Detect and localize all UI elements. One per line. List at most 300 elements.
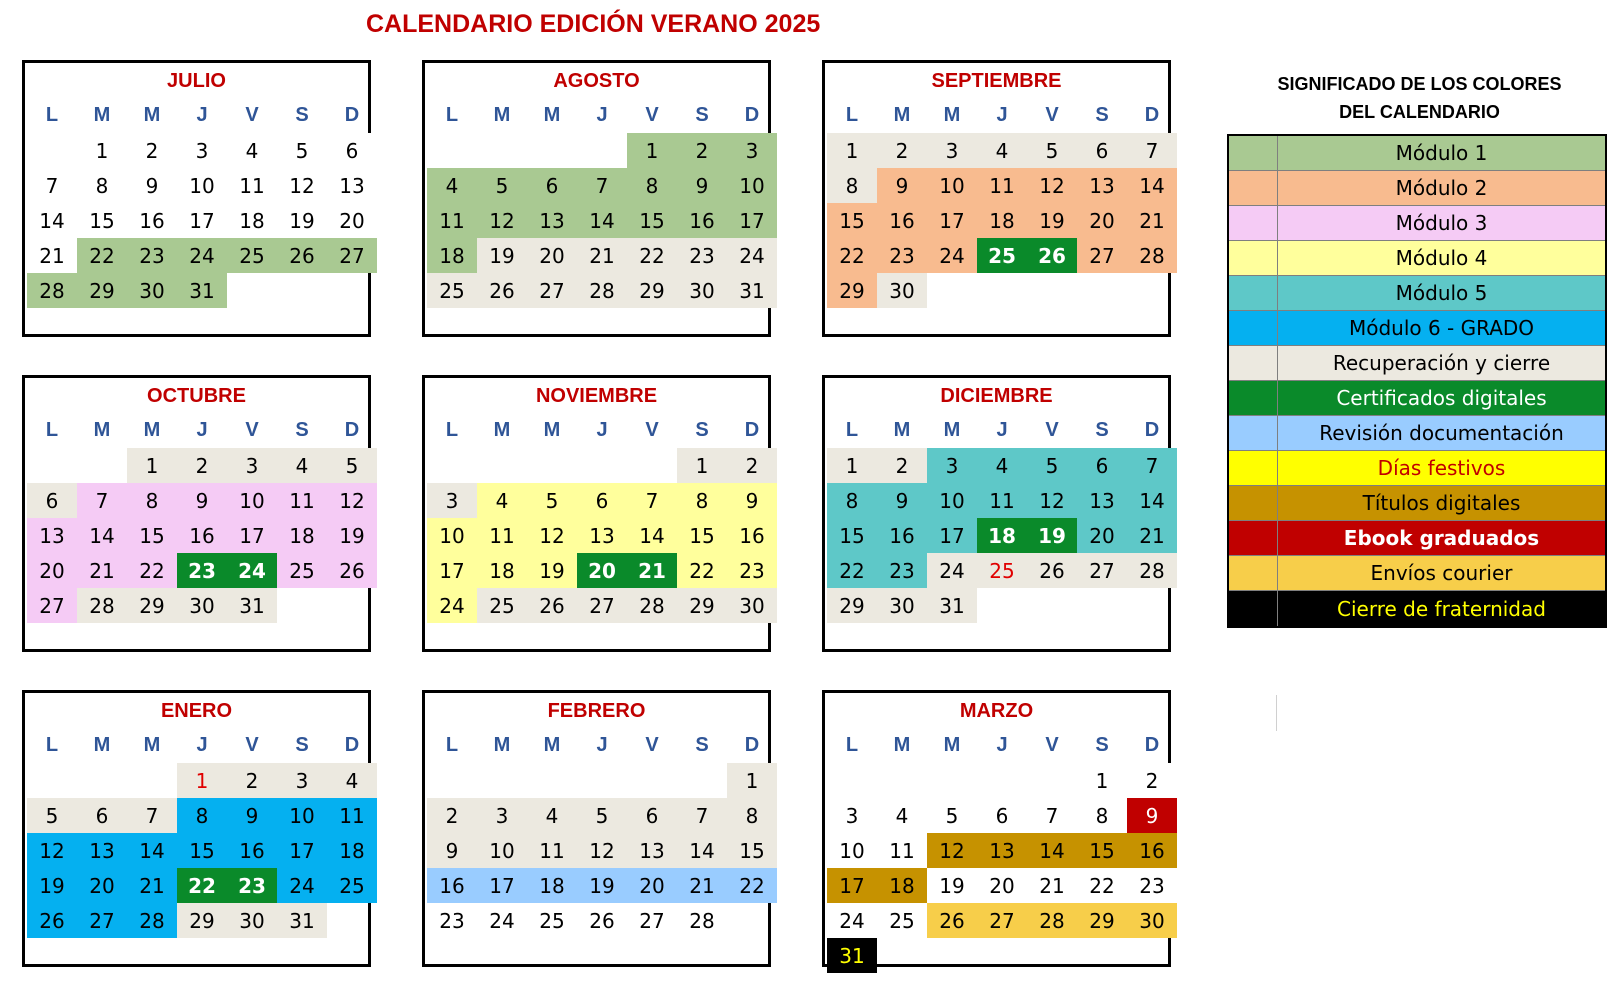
- legend-title-line1: SIGNIFICADO DE LOS COLORES: [1277, 74, 1562, 94]
- day-cell: 3: [927, 133, 977, 168]
- day-cell: 23: [1127, 868, 1177, 903]
- day-cell: 14: [1127, 168, 1177, 203]
- weekday-header: D: [344, 419, 360, 441]
- month-name: DICIEMBRE: [940, 385, 1053, 407]
- day-cell: 14: [627, 518, 677, 553]
- weekday-header: S: [295, 419, 309, 441]
- day-cell: 2: [127, 133, 177, 168]
- day-cell: 24: [427, 588, 477, 623]
- month-octubre: [22, 375, 371, 652]
- empty-cell: [527, 133, 577, 168]
- day-cell: 15: [77, 203, 127, 238]
- empty-cell: [527, 763, 577, 798]
- weekday-header: L: [45, 419, 59, 441]
- weekday-header: M: [943, 104, 961, 126]
- day-cell: 6: [77, 798, 127, 833]
- day-cell: 9: [1127, 798, 1177, 833]
- empty-cell: [427, 448, 477, 483]
- weekday-header: J: [996, 419, 1008, 441]
- month-days-grid: [827, 413, 1177, 623]
- day-cell: 7: [127, 798, 177, 833]
- empty-cell: [477, 448, 527, 483]
- day-cell: 22: [127, 553, 177, 588]
- day-cell: 31: [727, 273, 777, 308]
- day-cell: 20: [77, 868, 127, 903]
- day-cell: 29: [827, 588, 877, 623]
- day-cell: 14: [127, 833, 177, 868]
- weekday-header: M: [893, 419, 911, 441]
- day-cell: 14: [677, 833, 727, 868]
- weekday-header: M: [143, 734, 161, 756]
- empty-cell: [677, 763, 727, 798]
- day-cell: 22: [727, 868, 777, 903]
- day-cell: 17: [177, 203, 227, 238]
- day-cell: 14: [1127, 483, 1177, 518]
- month-days-grid: [427, 728, 777, 938]
- day-cell: 28: [1127, 238, 1177, 273]
- day-cell: 31: [227, 588, 277, 623]
- day-cell: 4: [977, 133, 1027, 168]
- day-cell: 6: [27, 483, 77, 518]
- month-diciembre: [822, 375, 1171, 652]
- empty-cell: [127, 763, 177, 798]
- legend-swatch: [1229, 591, 1278, 626]
- day-cell: 30: [177, 588, 227, 623]
- day-cell: 29: [77, 273, 127, 308]
- day-cell: 28: [627, 588, 677, 623]
- legend-item: [1229, 136, 1605, 171]
- day-cell: 10: [277, 798, 327, 833]
- legend-item: [1229, 241, 1605, 276]
- day-cell: 12: [1027, 483, 1077, 518]
- day-cell: 5: [927, 798, 977, 833]
- month-days-grid: [427, 98, 777, 308]
- day-cell: 11: [527, 833, 577, 868]
- day-cell: 15: [677, 518, 727, 553]
- day-cell: 27: [627, 903, 677, 938]
- weekday-header: M: [543, 104, 561, 126]
- weekday-header: J: [996, 734, 1008, 756]
- day-cell: 6: [327, 133, 377, 168]
- day-cell: 12: [927, 833, 977, 868]
- day-cell: 16: [1127, 833, 1177, 868]
- weekday-header: J: [596, 419, 608, 441]
- day-cell: 28: [127, 903, 177, 938]
- day-cell: 24: [277, 868, 327, 903]
- day-cell: 27: [577, 588, 627, 623]
- day-cell: 5: [27, 798, 77, 833]
- day-cell: 16: [877, 518, 927, 553]
- legend-swatch: [1229, 171, 1278, 205]
- month-name: OCTUBRE: [147, 385, 246, 407]
- legend-item: [1229, 206, 1605, 241]
- day-cell: 15: [1077, 833, 1127, 868]
- weekday-header: L: [445, 104, 459, 126]
- day-cell: 28: [677, 903, 727, 938]
- day-cell: 29: [677, 588, 727, 623]
- day-cell: 20: [627, 868, 677, 903]
- day-cell: 15: [627, 203, 677, 238]
- day-cell: 21: [677, 868, 727, 903]
- day-cell: 24: [477, 903, 527, 938]
- empty-cell: [977, 763, 1027, 798]
- day-cell: 25: [277, 553, 327, 588]
- day-cell: 19: [1027, 203, 1077, 238]
- empty-cell: [927, 763, 977, 798]
- day-cell: 28: [1127, 553, 1177, 588]
- month-name: FEBRERO: [547, 700, 646, 722]
- weekday-header: V: [645, 734, 659, 756]
- day-cell: 20: [1077, 203, 1127, 238]
- legend-swatch: [1229, 206, 1278, 240]
- day-cell: 14: [77, 518, 127, 553]
- month-marzo: [822, 690, 1171, 967]
- empty-cell: [527, 448, 577, 483]
- legend-label: Módulo 3: [1395, 211, 1488, 235]
- day-cell: 25: [977, 238, 1027, 273]
- day-cell: 3: [177, 133, 227, 168]
- day-cell: 19: [577, 868, 627, 903]
- day-cell: 2: [877, 448, 927, 483]
- day-cell: 21: [1027, 868, 1077, 903]
- day-cell: 18: [477, 553, 527, 588]
- legend-item: [1229, 451, 1605, 486]
- day-cell: 8: [77, 168, 127, 203]
- day-cell: 8: [677, 483, 727, 518]
- month-name: SEPTIEMBRE: [931, 70, 1062, 92]
- day-cell: 25: [977, 553, 1027, 588]
- day-cell: 15: [177, 833, 227, 868]
- day-cell: 26: [1027, 238, 1077, 273]
- day-cell: 12: [327, 483, 377, 518]
- legend-item: [1229, 346, 1605, 381]
- day-cell: 29: [1077, 903, 1127, 938]
- day-cell: 16: [227, 833, 277, 868]
- day-cell: 28: [1027, 903, 1077, 938]
- legend-swatch: [1229, 521, 1278, 555]
- day-cell: 21: [77, 553, 127, 588]
- weekday-header: M: [143, 104, 161, 126]
- day-cell: 12: [477, 203, 527, 238]
- month-name: MARZO: [959, 700, 1034, 722]
- day-cell: 6: [1077, 448, 1127, 483]
- day-cell: 31: [177, 273, 227, 308]
- day-cell: 18: [227, 203, 277, 238]
- day-cell: 7: [1127, 133, 1177, 168]
- day-cell: 17: [477, 868, 527, 903]
- day-cell: 24: [927, 238, 977, 273]
- legend-label: Certificados digitales: [1336, 386, 1547, 410]
- day-cell: 3: [227, 448, 277, 483]
- weekday-header: M: [93, 104, 111, 126]
- day-cell: 11: [427, 203, 477, 238]
- legend-label: Módulo 5: [1395, 281, 1488, 305]
- day-cell: 5: [277, 133, 327, 168]
- day-cell: 19: [327, 518, 377, 553]
- empty-cell: [627, 448, 677, 483]
- day-cell: 19: [27, 868, 77, 903]
- day-cell: 11: [877, 833, 927, 868]
- day-cell: 12: [27, 833, 77, 868]
- month-agosto: [422, 60, 771, 337]
- day-cell: 27: [977, 903, 1027, 938]
- day-cell: 14: [577, 203, 627, 238]
- empty-cell: [877, 763, 927, 798]
- day-cell: 17: [277, 833, 327, 868]
- day-cell: 10: [927, 483, 977, 518]
- month-days-grid: [27, 413, 377, 623]
- day-cell: 31: [827, 938, 877, 973]
- weekday-header: M: [943, 419, 961, 441]
- day-cell: 11: [977, 168, 1027, 203]
- weekday-header: M: [143, 419, 161, 441]
- day-cell: 7: [1027, 798, 1077, 833]
- month-days-grid: [27, 98, 377, 308]
- day-cell: 16: [127, 203, 177, 238]
- day-cell: 30: [127, 273, 177, 308]
- day-cell: 7: [627, 483, 677, 518]
- day-cell: 18: [527, 868, 577, 903]
- weekday-header: V: [1045, 104, 1059, 126]
- day-cell: 2: [727, 448, 777, 483]
- month-days-grid: [427, 413, 777, 623]
- day-cell: 26: [27, 903, 77, 938]
- day-cell: 13: [527, 203, 577, 238]
- day-cell: 23: [127, 238, 177, 273]
- month-name: ENERO: [160, 700, 233, 722]
- day-cell: 6: [977, 798, 1027, 833]
- day-cell: 29: [127, 588, 177, 623]
- day-cell: 22: [627, 238, 677, 273]
- day-cell: 12: [1027, 168, 1077, 203]
- day-cell: 4: [977, 448, 1027, 483]
- day-cell: 31: [277, 903, 327, 938]
- day-cell: 23: [877, 238, 927, 273]
- day-cell: 27: [77, 903, 127, 938]
- month-noviembre: [422, 375, 771, 652]
- weekday-header: S: [1095, 419, 1109, 441]
- day-cell: 25: [327, 868, 377, 903]
- day-cell: 27: [527, 273, 577, 308]
- weekday-header: J: [196, 104, 208, 126]
- day-cell: 19: [927, 868, 977, 903]
- day-cell: 5: [577, 798, 627, 833]
- day-cell: 16: [877, 203, 927, 238]
- day-cell: 26: [277, 238, 327, 273]
- day-cell: 8: [127, 483, 177, 518]
- legend-swatch: [1229, 346, 1278, 380]
- day-cell: 5: [477, 168, 527, 203]
- day-cell: 18: [277, 518, 327, 553]
- day-cell: 14: [1027, 833, 1077, 868]
- day-cell: 5: [327, 448, 377, 483]
- day-cell: 19: [527, 553, 577, 588]
- month-days-grid: [827, 728, 1177, 973]
- day-cell: 9: [177, 483, 227, 518]
- day-cell: 11: [327, 798, 377, 833]
- day-cell: 13: [77, 833, 127, 868]
- day-cell: 2: [677, 133, 727, 168]
- weekday-header: M: [543, 419, 561, 441]
- day-cell: 18: [977, 203, 1027, 238]
- weekday-header: M: [493, 419, 511, 441]
- weekday-header: V: [1045, 734, 1059, 756]
- day-cell: 19: [477, 238, 527, 273]
- day-cell: 22: [827, 238, 877, 273]
- day-cell: 3: [477, 798, 527, 833]
- legend-label: Ebook graduados: [1343, 526, 1540, 550]
- day-cell: 27: [27, 588, 77, 623]
- legend-item: [1229, 591, 1605, 626]
- day-cell: 6: [527, 168, 577, 203]
- day-cell: 15: [127, 518, 177, 553]
- day-cell: 1: [677, 448, 727, 483]
- weekday-header: V: [645, 419, 659, 441]
- day-cell: 8: [627, 168, 677, 203]
- day-cell: 1: [827, 448, 877, 483]
- day-cell: 22: [177, 868, 227, 903]
- weekday-header: D: [744, 419, 760, 441]
- day-cell: 8: [727, 798, 777, 833]
- day-cell: 29: [177, 903, 227, 938]
- day-cell: 7: [577, 168, 627, 203]
- weekday-header: S: [1095, 734, 1109, 756]
- empty-cell: [27, 763, 77, 798]
- day-cell: 20: [1077, 518, 1127, 553]
- day-cell: 3: [827, 798, 877, 833]
- legend-label: Módulo 6 - GRADO: [1348, 316, 1535, 340]
- day-cell: 22: [77, 238, 127, 273]
- day-cell: 15: [827, 518, 877, 553]
- day-cell: 2: [227, 763, 277, 798]
- weekday-header: M: [893, 734, 911, 756]
- weekday-header: S: [695, 419, 709, 441]
- legend-swatch: [1229, 241, 1278, 275]
- weekday-header: S: [1095, 104, 1109, 126]
- day-cell: 10: [227, 483, 277, 518]
- legend-label: Módulo 1: [1395, 141, 1488, 165]
- empty-cell: [27, 448, 77, 483]
- month-julio: [22, 60, 371, 337]
- month-name: NOVIEMBRE: [535, 385, 658, 407]
- empty-cell: [427, 133, 477, 168]
- empty-cell: [27, 133, 77, 168]
- day-cell: 24: [227, 553, 277, 588]
- day-cell: 18: [877, 868, 927, 903]
- day-cell: 26: [1027, 553, 1077, 588]
- day-cell: 10: [927, 168, 977, 203]
- month-name: AGOSTO: [553, 70, 640, 92]
- weekday-header: S: [695, 734, 709, 756]
- empty-cell: [477, 763, 527, 798]
- legend-swatch: [1229, 276, 1278, 310]
- day-cell: 8: [1077, 798, 1127, 833]
- day-cell: 1: [827, 133, 877, 168]
- day-cell: 20: [527, 238, 577, 273]
- empty-cell: [77, 763, 127, 798]
- weekday-header: S: [295, 734, 309, 756]
- weekday-header: D: [344, 104, 360, 126]
- day-cell: 20: [27, 553, 77, 588]
- weekday-header: M: [93, 419, 111, 441]
- day-cell: 26: [577, 903, 627, 938]
- day-cell: 30: [227, 903, 277, 938]
- day-cell: 22: [677, 553, 727, 588]
- day-cell: 7: [77, 483, 127, 518]
- day-cell: 6: [577, 483, 627, 518]
- day-cell: 1: [727, 763, 777, 798]
- day-cell: 9: [727, 483, 777, 518]
- weekday-header: D: [744, 734, 760, 756]
- day-cell: 7: [677, 798, 727, 833]
- weekday-header: M: [893, 104, 911, 126]
- day-cell: 9: [127, 168, 177, 203]
- day-cell: 1: [127, 448, 177, 483]
- legend-label: Módulo 2: [1395, 176, 1488, 200]
- day-cell: 10: [727, 168, 777, 203]
- day-cell: 29: [627, 273, 677, 308]
- day-cell: 27: [327, 238, 377, 273]
- weekday-header: L: [845, 104, 859, 126]
- day-cell: 4: [527, 798, 577, 833]
- day-cell: 21: [1127, 518, 1177, 553]
- weekday-header: D: [1144, 734, 1160, 756]
- day-cell: 1: [627, 133, 677, 168]
- day-cell: 26: [927, 903, 977, 938]
- day-cell: 11: [977, 483, 1027, 518]
- day-cell: 28: [577, 273, 627, 308]
- legend-swatch: [1229, 416, 1278, 450]
- day-cell: 12: [577, 833, 627, 868]
- day-cell: 2: [177, 448, 227, 483]
- weekday-header: J: [996, 104, 1008, 126]
- legend-label: Títulos digitales: [1362, 491, 1521, 515]
- day-cell: 25: [427, 273, 477, 308]
- color-legend: [1227, 70, 1607, 628]
- month-septiembre: [822, 60, 1171, 337]
- day-cell: 3: [427, 483, 477, 518]
- day-cell: 13: [977, 833, 1027, 868]
- month-days-grid: [827, 98, 1177, 308]
- day-cell: 9: [877, 168, 927, 203]
- weekday-header: D: [744, 104, 760, 126]
- day-cell: 24: [727, 238, 777, 273]
- legend-title: [1227, 70, 1607, 126]
- day-cell: 11: [227, 168, 277, 203]
- day-cell: 16: [677, 203, 727, 238]
- divider: [1276, 695, 1277, 731]
- day-cell: 21: [1127, 203, 1177, 238]
- weekday-header: J: [596, 734, 608, 756]
- day-cell: 2: [1127, 763, 1177, 798]
- day-cell: 5: [1027, 448, 1077, 483]
- day-cell: 16: [727, 518, 777, 553]
- day-cell: 6: [1077, 133, 1127, 168]
- day-cell: 11: [277, 483, 327, 518]
- day-cell: 10: [477, 833, 527, 868]
- day-cell: 23: [727, 553, 777, 588]
- legend-item: [1229, 381, 1605, 416]
- day-cell: 4: [327, 763, 377, 798]
- day-cell: 13: [1077, 483, 1127, 518]
- day-cell: 30: [877, 588, 927, 623]
- legend-item: [1229, 556, 1605, 591]
- month-enero: [22, 690, 371, 967]
- day-cell: 4: [427, 168, 477, 203]
- day-cell: 10: [427, 518, 477, 553]
- weekday-header: V: [645, 104, 659, 126]
- day-cell: 25: [527, 903, 577, 938]
